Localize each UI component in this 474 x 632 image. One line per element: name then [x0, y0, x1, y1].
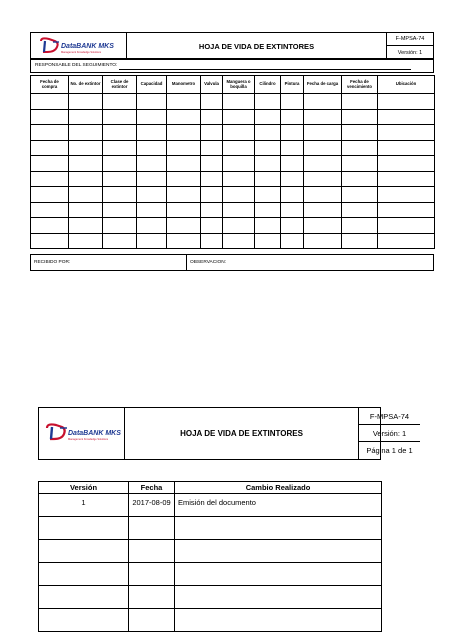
- responsable-field[interactable]: [119, 69, 411, 70]
- table-cell[interactable]: [69, 140, 103, 156]
- table-cell[interactable]: [304, 156, 342, 172]
- table-cell[interactable]: [31, 109, 69, 125]
- table-cell[interactable]: [304, 187, 342, 203]
- cambios-cell-version: [39, 586, 129, 609]
- form-version: Versión: 1: [397, 49, 423, 56]
- table-cell[interactable]: [255, 156, 281, 172]
- table-cell[interactable]: [378, 171, 435, 187]
- table-cell[interactable]: [342, 187, 378, 203]
- col-no-extintor: No. de extintor: [69, 76, 103, 94]
- table-cell[interactable]: [378, 187, 435, 203]
- table-cell[interactable]: [167, 125, 201, 141]
- col-clase-extintor: Clase de extintor: [103, 76, 137, 94]
- responsable-row: [30, 58, 434, 73]
- logo-wordmark: DataBANK MKS: [61, 43, 114, 50]
- table-cell[interactable]: [255, 218, 281, 234]
- table-cell[interactable]: [137, 218, 167, 234]
- table-row: [31, 94, 435, 110]
- col-fecha-compra: Fecha de compra: [31, 76, 69, 94]
- recibido-field[interactable]: RECIBIDO POR:: [31, 255, 187, 270]
- cambios-header-row: [39, 482, 382, 494]
- table-cell[interactable]: [69, 218, 103, 234]
- table-cell[interactable]: [223, 233, 255, 249]
- col-valvula: Valvula: [201, 76, 223, 94]
- cambios-cell-fecha: [129, 609, 175, 632]
- table-cell[interactable]: [167, 187, 201, 203]
- table-cell[interactable]: [137, 140, 167, 156]
- table-cell[interactable]: [255, 202, 281, 218]
- table-cell[interactable]: [167, 171, 201, 187]
- cambios-table: [38, 481, 382, 632]
- table-cell[interactable]: [255, 171, 281, 187]
- table-cell[interactable]: [201, 187, 223, 203]
- table-cell[interactable]: [167, 202, 201, 218]
- form-header: [30, 32, 434, 60]
- table-cell[interactable]: [167, 109, 201, 125]
- table-cell[interactable]: [378, 218, 435, 234]
- table-cell[interactable]: [223, 156, 255, 172]
- table-cell[interactable]: [103, 171, 137, 187]
- control-version: Versión: 1: [359, 425, 420, 442]
- table-cell[interactable]: [342, 109, 378, 125]
- table-cell[interactable]: [223, 171, 255, 187]
- table-cell[interactable]: [31, 140, 69, 156]
- table-cell[interactable]: [201, 125, 223, 141]
- table-cell[interactable]: [69, 233, 103, 249]
- col-version: Versión: [39, 482, 129, 494]
- extintores-table: [30, 75, 435, 249]
- control-logo: [39, 408, 125, 459]
- table-cell[interactable]: [304, 202, 342, 218]
- col-manguera: Manguera o boquilla: [223, 76, 255, 94]
- table-cell[interactable]: [281, 94, 304, 110]
- table-cell[interactable]: [281, 109, 304, 125]
- cambios-row: [39, 494, 382, 517]
- control-page: Página 1 de 1: [366, 446, 413, 455]
- table-cell[interactable]: [223, 125, 255, 141]
- table-cell[interactable]: [304, 171, 342, 187]
- table-cell[interactable]: [342, 218, 378, 234]
- table-cell[interactable]: [342, 233, 378, 249]
- form-footer: [30, 254, 434, 271]
- cambios-body: [39, 494, 382, 632]
- table-cell[interactable]: [137, 202, 167, 218]
- col-ubicacion: Ubicación: [378, 76, 435, 94]
- form-code: F-MPSA-74: [387, 33, 433, 46]
- table-cell[interactable]: [167, 233, 201, 249]
- control-code: F-MPSA-74: [359, 408, 420, 425]
- table-cell[interactable]: [342, 94, 378, 110]
- table-cell[interactable]: [69, 202, 103, 218]
- cambios-cell-version: 1: [39, 494, 129, 517]
- table-cell[interactable]: [223, 202, 255, 218]
- form-title: HOJA DE VIDA DE EXTINTORES: [127, 33, 387, 59]
- cambios-cell-version: [39, 540, 129, 563]
- cambios-cell-version: [39, 609, 129, 632]
- table-row: [31, 171, 435, 187]
- table-cell[interactable]: [378, 140, 435, 156]
- col-fecha-vencimiento: Fecha de vencimiento: [342, 76, 378, 94]
- table-cell[interactable]: [201, 156, 223, 172]
- table-cell[interactable]: [304, 109, 342, 125]
- table-cell[interactable]: [223, 218, 255, 234]
- table-cell[interactable]: [281, 233, 304, 249]
- cambios-cell-cambio: [175, 586, 382, 609]
- table-cell[interactable]: [304, 233, 342, 249]
- control-header: [38, 407, 413, 460]
- table-cell[interactable]: [103, 140, 137, 156]
- table-cell[interactable]: [304, 94, 342, 110]
- databank-logo-icon: [31, 33, 127, 59]
- table-cell[interactable]: [103, 156, 137, 172]
- cambios-row: [39, 540, 382, 563]
- table-cell[interactable]: [137, 171, 167, 187]
- table-cell[interactable]: [223, 187, 255, 203]
- table-cell[interactable]: [201, 233, 223, 249]
- table-cell[interactable]: [281, 171, 304, 187]
- table-cell[interactable]: [342, 202, 378, 218]
- table-cell[interactable]: [378, 125, 435, 141]
- table-cell[interactable]: [103, 125, 137, 141]
- table-cell[interactable]: [304, 140, 342, 156]
- table-cell[interactable]: [31, 187, 69, 203]
- table-cell[interactable]: [103, 218, 137, 234]
- table-row: [31, 233, 435, 249]
- control-title: HOJA DE VIDA DE EXTINTORES: [125, 408, 359, 459]
- cambios-cell-fecha: 2017-08-09: [129, 494, 175, 517]
- cambios-row: [39, 517, 382, 540]
- table-cell[interactable]: [137, 125, 167, 141]
- table-cell[interactable]: [255, 140, 281, 156]
- col-manometro: Manometro: [167, 76, 201, 94]
- logo-tagline: Management Knowledge Solutions: [68, 438, 109, 441]
- table-cell[interactable]: [31, 202, 69, 218]
- table-cell[interactable]: [167, 140, 201, 156]
- cambios-cell-cambio: [175, 517, 382, 540]
- cambios-cell-fecha: [129, 586, 175, 609]
- responsable-label: RESPONSABLE DEL SEGUIMIENTO:: [35, 63, 118, 68]
- table-cell[interactable]: [255, 109, 281, 125]
- table-cell[interactable]: [255, 187, 281, 203]
- cambios-cell-version: [39, 517, 129, 540]
- table-row: [31, 125, 435, 141]
- table-body: [31, 94, 435, 249]
- logo-tagline: Management Knowledge Solutions: [61, 51, 102, 54]
- table-cell[interactable]: [255, 233, 281, 249]
- cambios-row: [39, 609, 382, 632]
- table-cell[interactable]: [378, 156, 435, 172]
- table-cell[interactable]: [223, 94, 255, 110]
- observacion-field[interactable]: OBSERVACION:: [190, 260, 227, 265]
- table-cell[interactable]: [137, 109, 167, 125]
- table-cell[interactable]: [103, 233, 137, 249]
- table-row: [31, 218, 435, 234]
- cambios-cell-cambio: Emisión del documento: [175, 494, 382, 517]
- table-cell[interactable]: [137, 156, 167, 172]
- cambios-cell-cambio: [175, 609, 382, 632]
- cambios-cell-fecha: [129, 563, 175, 586]
- table-cell[interactable]: [378, 233, 435, 249]
- col-fecha: Fecha: [129, 482, 175, 494]
- table-cell[interactable]: [69, 187, 103, 203]
- table-row: [31, 202, 435, 218]
- table-cell[interactable]: [342, 140, 378, 156]
- table-cell[interactable]: [304, 218, 342, 234]
- logo-wordmark: DataBANK MKS: [68, 430, 121, 437]
- table-cell[interactable]: [31, 171, 69, 187]
- col-cambio: Cambio Realizado: [175, 482, 382, 494]
- table-cell[interactable]: [281, 140, 304, 156]
- table-cell[interactable]: [378, 202, 435, 218]
- table-cell[interactable]: [201, 218, 223, 234]
- table-cell[interactable]: [167, 94, 201, 110]
- table-cell[interactable]: [342, 156, 378, 172]
- cambios-row: [39, 586, 382, 609]
- table-cell[interactable]: [137, 94, 167, 110]
- table-cell[interactable]: [69, 109, 103, 125]
- table-cell[interactable]: [31, 125, 69, 141]
- table-cell[interactable]: [31, 156, 69, 172]
- table-cell[interactable]: [201, 94, 223, 110]
- table-cell[interactable]: [69, 94, 103, 110]
- table-cell[interactable]: [281, 125, 304, 141]
- table-cell[interactable]: [223, 109, 255, 125]
- table-cell[interactable]: [201, 171, 223, 187]
- table-cell[interactable]: [223, 140, 255, 156]
- table-row: [31, 156, 435, 172]
- table-cell[interactable]: [281, 187, 304, 203]
- table-cell[interactable]: [137, 233, 167, 249]
- table-row: [31, 187, 435, 203]
- table-cell[interactable]: [255, 94, 281, 110]
- table-cell[interactable]: [69, 156, 103, 172]
- table-cell[interactable]: [103, 187, 137, 203]
- cambios-cell-fecha: [129, 517, 175, 540]
- col-pintura: Pintura: [281, 76, 304, 94]
- table-cell[interactable]: [342, 171, 378, 187]
- form-logo: [31, 33, 127, 59]
- table-cell[interactable]: [378, 109, 435, 125]
- table-cell[interactable]: [69, 125, 103, 141]
- table-cell[interactable]: [281, 156, 304, 172]
- cambios-row: [39, 563, 382, 586]
- table-cell[interactable]: [103, 94, 137, 110]
- table-cell[interactable]: [201, 109, 223, 125]
- table-cell[interactable]: [167, 218, 201, 234]
- cambios-cell-fecha: [129, 540, 175, 563]
- table-cell[interactable]: [31, 94, 69, 110]
- table-cell[interactable]: [281, 202, 304, 218]
- col-cilindro: Cilindro: [255, 76, 281, 94]
- cambios-cell-cambio: [175, 540, 382, 563]
- col-fecha-carga: Fecha de carga: [304, 76, 342, 94]
- table-row: [31, 109, 435, 125]
- table-cell[interactable]: [342, 125, 378, 141]
- table-cell[interactable]: [304, 125, 342, 141]
- table-cell[interactable]: [31, 218, 69, 234]
- table-cell[interactable]: [167, 156, 201, 172]
- cambios-cell-cambio: [175, 563, 382, 586]
- col-capacidad: Capacidad: [137, 76, 167, 94]
- table-cell[interactable]: [103, 202, 137, 218]
- table-header-row: [31, 76, 435, 94]
- table-cell[interactable]: [201, 202, 223, 218]
- table-cell[interactable]: [255, 125, 281, 141]
- cambios-cell-version: [39, 563, 129, 586]
- table-cell[interactable]: [69, 171, 103, 187]
- table-cell[interactable]: [137, 187, 167, 203]
- table-row: [31, 140, 435, 156]
- databank-logo-icon: [39, 408, 125, 459]
- table-cell[interactable]: [31, 233, 69, 249]
- table-cell[interactable]: [201, 140, 223, 156]
- table-cell[interactable]: [103, 109, 137, 125]
- table-cell[interactable]: [378, 94, 435, 110]
- table-cell[interactable]: [281, 218, 304, 234]
